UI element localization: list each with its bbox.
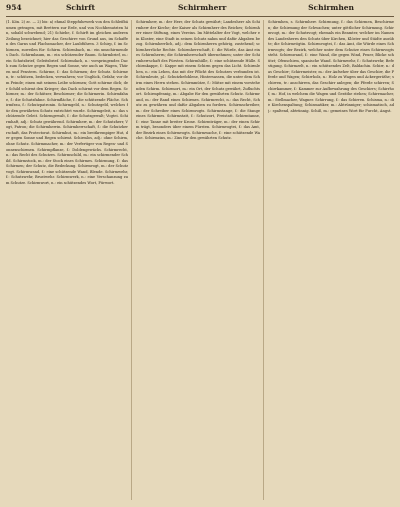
column-divider [263,20,264,500]
column-2-text: Schirmherr, m.: der Herr, der Schutz gewährt; Landesherr als Schirmherr der Kirche; der Kaiser als Schirmherr des Reiches; Schirmherr einer Stiftung, eines Vereins. Im Mittelalter der Vogt, welcher ein Kloster, eine Stadt in seinen Schutz nahm und dafür Abgaben bezog. Schirmherrlich, adj.: dem Schirmherrn gehörig, zustehend; schirmherrliche Rechte. Schirmherrschaft, f.: die Würde, das Amt eines Schirmherrn; die Schirmherrschaft übernehmen; unter der Schirmherrschaft des Fürsten. Schirmhülle, f.: eine schützende Hülle. Schirmkappe, f.: Kappe mit einem Schirm gegen das Licht. Schirmlehen, n.: ein Lehen, das mit der Pflicht des Schutzes verbunden ist. Schirmleute, pl.: Schutzbefohlene, Hintersassen, die unter dem Schirm eines Herrn stehen. Schirmmütze, f.: Mütze mit einem vorstehenden Schirm. Schirmort, m.: ein Ort, der Schutz gewährt, Zufluchtsort. Schirmpfennig, m.: Abgabe für den gewährten Schutz. Schirmrand, m.: der Rand eines Schirmes. Schirmrecht, n.: das Recht, Schutz zu gewähren und dafür Abgaben zu fordern. Schirmschreiber, m.: der Schreiber eines Schirmvogts. Schirmstange, f.: die Stange eines Schirmes. Schirmstatt, f.: Schutzort, Freistatt. Schirmtanne, f.: eine Tanne mit breiter Krone. Schirmträger, m.: der einen Schirm trägt, besonders über einem Fürsten. Schirmvogtei, f.: das Amt, der Bezirk eines Schirmvogts. Schirmwache, f.: eine schützende Wache. Schirmzins, m.: Zins für den gewährten Schutz. [136,20,260,141]
column-1-text: (1. Kön. 2) zc. — 2) bis: a) ehmal Steppfuhrwerk von den Schleifbäumen getragen, mit Brettern zur Erde, und von Nochbenutzten hin, sobald schwebend; 21) Schiebe, f. Schirft im gleichen anderen Zeilung bezeichnet; hier das Geschirre von Grund aus, im Schaffen des Garns und Flachsmacher, der Laubführen. 3 Schirp, f. im Schirmen, zuweilen für: Schirm. Schirmbach, m.: ein umschirmendes Dach. Schirmbaum, m.: ein schützender Baum. Schirmbrief, m.: ein Schutzbrief, Geleitsbrief. Schirmdach, n.: vorspringendes Dach zum Schutze gegen Regen und Sonne, wie auch an Wagen, Thüren und Fenstern. Schirme, f.: das Schirmen; der Schutz. Schirmen, tr.: schützen, bedecken, verwahren; vor Unglück, Gefahr, vor dem Feinde; einen mit seinem Leibe schirmen; Gott schirme dich; der Schild schirmt den Krieger; das Dach schirmt vor dem Regen. Schirmer, m.: der Schützer, Beschirmer; die Schirmerin. Schirmfahne, f.: die Schutzfahne. Schirmfläche, f.: die schützende Fläche. Schirmfrau, f.: Schutzpatronin. Schirmgeld, n.: Schutzgeld, welches für den gewährten Schutz entrichtet wurde. Schirmgeleit, n.: das schützende Geleit. Schirmgewalt, f.: die Schutzgewalt; Vogtei. Schirmhaft, adj.: Schutz gewährend. Schirmherr, m.: der Schutzherr, Vogt, Patron; die Schirmherrin. Schirmherrschaft, f.: die Schutzherrschaft, das Protectorat. Schirmhut, m.: ein breitkrempiger Hut, der gegen Sonne und Regen schirmt. Schirmlos, adj.: ohne Schirm, ohne Schutz. Schirmmacher, m.: der Verfertiger von Regen- und Sonnenschirmen. Schirmpflanze, f.: Doldengewächs. Schirmrecht, n.: das Recht des Schutzes. Schirmschild, m.: ein schirmender Schild. Schirmstock, m.: der Stock eines Schirmes. Schirmung, f.: das Schirmen; der Schutz, die Bedeckung. Schirmvogt, m.: der Schutzvogt. Schirmwand, f.: eine schützende Wand, Blende. Schirmwehr, f.: Schutzwehr, Brustwehr. Schirmwerk, n.: eine Verschanzung zum Schutze. Schirmwort, n.: ein schützendes Wort, Fürwort. [6,20,128,185]
text-column-1 [6,20,128,500]
middle-headword: Schirmherr [178,3,227,12]
header-rule [6,16,394,17]
page-header [6,3,394,17]
right-headword: Schirmhen [308,3,354,12]
text-column-3 [268,20,394,500]
left-headword: Schirft [66,3,95,12]
page-number: 954 [6,3,22,12]
text-column-2 [136,20,260,500]
column-3-text: Schirmhen, s. Schirmherr. Schirmung, f.: das Schirmen, Beschirmen; die Schirmung der Schwachen; unter göttlicher Schirmung. Schirmvogt, m.: der Schutzvogt; ehemals ein Beamter, welcher im Namen des Landesherrn den Schutz über Kirchen, Klöster und Städte ausübte; die Schirmvögtin. Schirmvogtei, f.: das Amt, die Würde eines Schirmvogts; der Bezirk, welcher unter dem Schutze eines Schirmvogts steht. Schirmwand, f.: eine Wand, die gegen Wind, Feuer, Blicke schützt; Ofenschirm, spanische Wand. Schirmwehr, f.: Schutzwehr, Befestigung. Schirmzelt, n.: ein schützendes Zelt, Baldachin. Schirr, n.: das Geschirr; Schirrmeister, m.: der Aufseher über das Geschirr, die Pferde und Wagen; Schirrholz, n.: Holz zu Wagen und Ackergeräthe; schirren, tr.: anschirren, das Geschirr anlegen; die Pferde schirren; Schirrkammer, f.: Kammer zur Aufbewahrung des Geschirrs; Schirrhof, m.: Hof, in welchem die Wagen und Geräthe stehen; Schirrmacher, m.: Stellmacher, Wagner. Schirrung, f.: das Schirren. Schisma, n.: die Kirchenspaltung; Schismatiker, m.: Abtrünniger; schismatisch, adj.: spaltend, abtrünnig. Schiß, m.: gemeines Wort für Furcht, Angst. [268,20,394,113]
column-divider [131,20,132,500]
